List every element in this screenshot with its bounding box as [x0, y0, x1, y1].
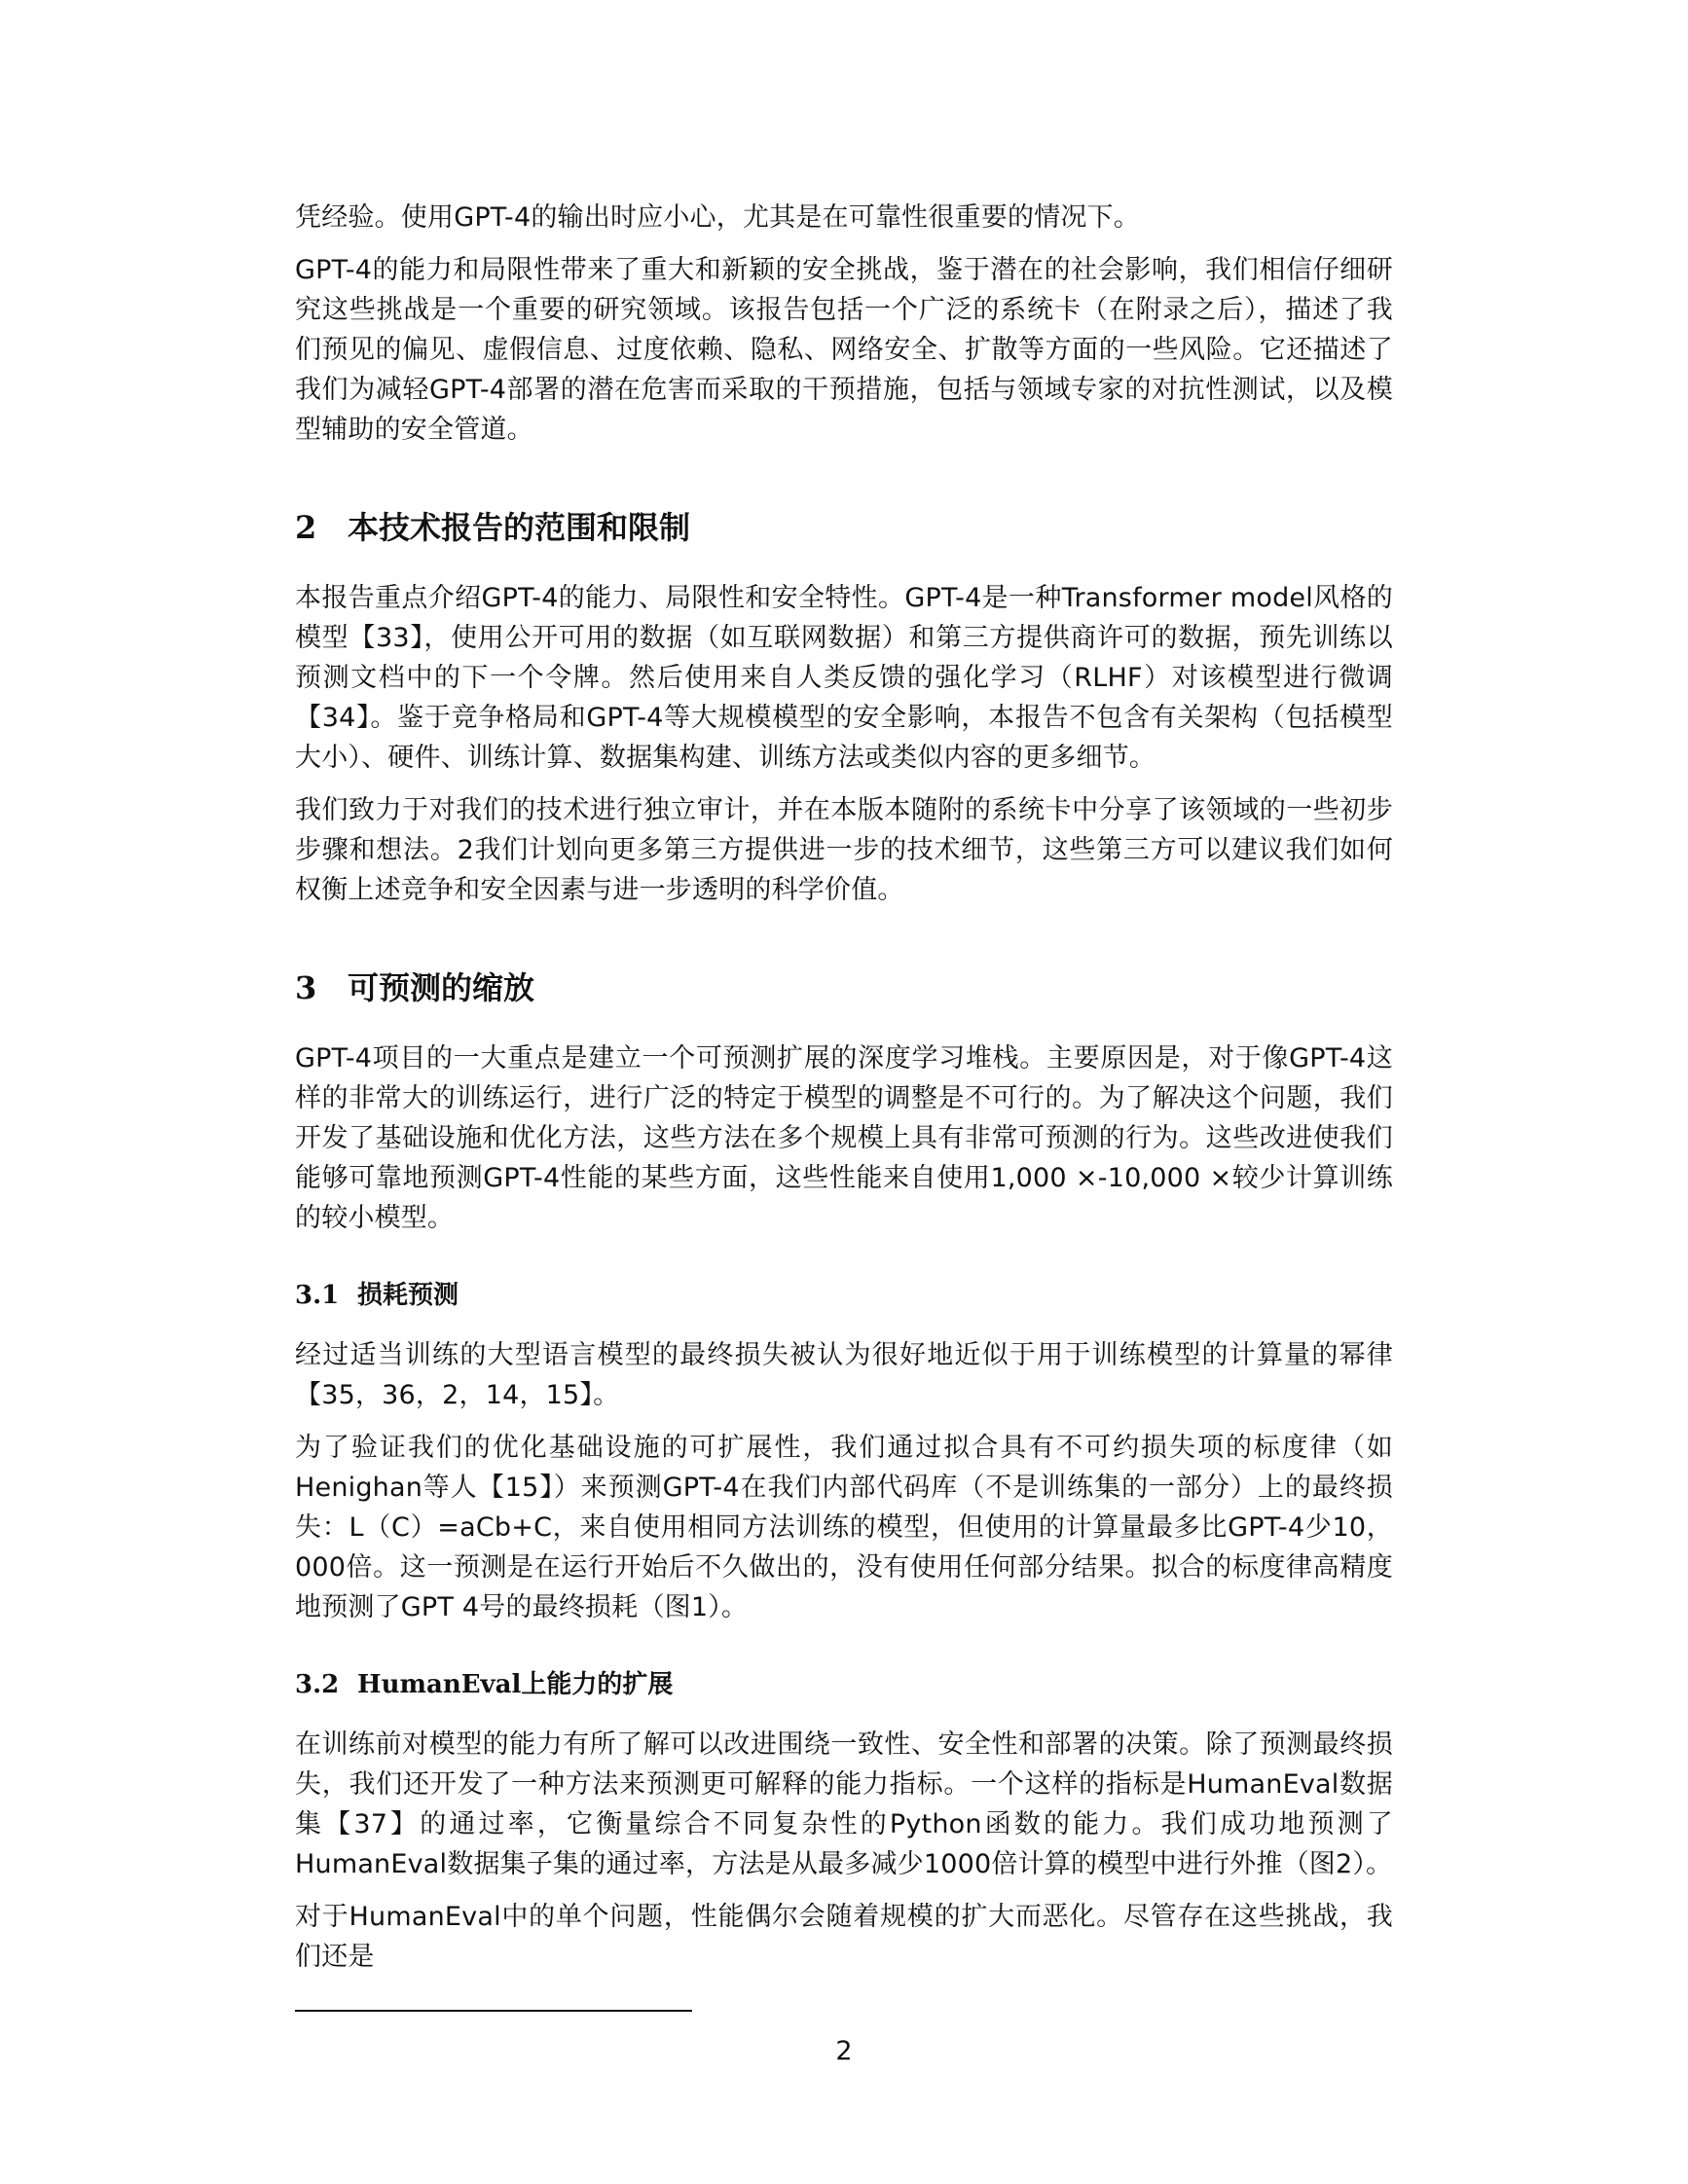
paragraph: GPT-4的能力和局限性带来了重大和新颖的安全挑战，鉴于潜在的社会影响，我们相信仔细研究这些挑战是一个重要的研究领域。该报告包括一个广泛的系统卡（在附录之后），描述了我们预见的偏见、虚假信息、过度依赖、隐私、网络安全、扩散等方面的一些风险。它还描述了我们为减轻GPT-4部署的潜在危害而采取的干预措施，包括与领域专家的对抗性测试，以及模型辅助的安全管道。 [295, 255, 1393, 445]
subsection-title: 损耗预测 [357, 1281, 459, 1310]
paragraph: 在训练前对模型的能力有所了解可以改进围绕一致性、安全性和部署的决策。除了预测最终损失，我们还开发了一种方法来预测更可解释的能力指标。一个这样的指标是HumanEval数据集【37】的通过率，它衡量综合不同复杂性的Python函数的能力。我们成功地预测了HumanEval数据集子集的通过率，方法是从最多减少1000倍计算的模型中进行外推（图2）。 [295, 1729, 1393, 1879]
paragraph: 我们致力于对我们的技术进行独立审计，并在本版本随附的系统卡中分享了该领域的一些初步步骤和想法。2我们计划向更多第三方提供进一步的技术细节，这些第三方可以建议我们如何权衡上述竞争和安全因素与进一步透明的科学价值。 [295, 795, 1393, 905]
paragraph: 为了验证我们的优化基础设施的可扩展性，我们通过拟合具有不可约损失项的标度律（如Henighan等人【15】）来预测GPT-4在我们内部代码库（不是训练集的一部分）上的最终损失：L（C）=aCb+C，来自使用相同方法训练的模型，但使用的计算量最多比GPT-4少10，000倍。这一预测是在运行开始后不久做出的，没有使用任何部分结果。拟合的标度律高精度地预测了GPT 4号的最终损耗（图1）。 [295, 1433, 1393, 1622]
subsection-heading [295, 1666, 1393, 1703]
paragraph: 本报告重点介绍GPT-4的能力、局限性和安全特性。GPT-4是一种Transformer model风格的模型【33】，使用公开可用的数据（如互联网数据）和第三方提供商许可的数据，预先训练以预测文档中的下一个令牌。然后使用来自人类反馈的强化学习（RLHF）对该模型进行微调【34】。鉴于竞争格局和GPT-4等大规模模型的安全影响，本报告不包含有关架构（包括模型大小）、硬件、训练计算、数据集构建、训练方法或类似内容的更多细节。 [295, 583, 1393, 773]
section-heading [295, 506, 1393, 549]
section-number: 3 [295, 969, 317, 1006]
subsection-heading [295, 1277, 1393, 1314]
paragraph: 凭经验。使用GPT-4的输出时应小心，尤其是在可靠性很重要的情况下。 [295, 202, 1140, 233]
subsection-title: HumanEval上能力的扩展 [357, 1670, 674, 1699]
section-title: 可预测的缩放 [348, 969, 535, 1006]
paragraph: GPT-4项目的一大重点是建立一个可预测扩展的深度学习堆栈。主要原因是，对于像GPT-4这样的非常大的训练运行，进行广泛的特定于模型的调整是不可行的。为了解决这个问题，我们开发了基础设施和优化方法，这些方法在多个规模上具有非常可预测的行为。这些改进使我们能够可靠地预测GPT-4性能的某些方面，这些性能来自使用1,000 ×-10,000 ×较少计算训练的较小模型。 [295, 1043, 1393, 1233]
section-number: 2 [295, 509, 317, 546]
page-content [295, 198, 1393, 1989]
section-heading [295, 966, 1393, 1009]
subsection-number: 3.1 [295, 1281, 340, 1310]
page-number: 2 [835, 2036, 853, 2066]
footnote-divider [295, 2010, 692, 2012]
paragraph: 经过适当训练的大型语言模型的最终损失被认为很好地近似于用于训练模型的计算量的幂律【35，36，2，14，15】。 [295, 1340, 1393, 1410]
section-title: 本技术报告的范围和限制 [348, 509, 691, 546]
subsection-number: 3.2 [295, 1670, 340, 1699]
paragraph: 对于HumanEval中的单个问题，性能偶尔会随着规模的扩大而恶化。尽管存在这些挑战，我们还是 [295, 1902, 1393, 1972]
